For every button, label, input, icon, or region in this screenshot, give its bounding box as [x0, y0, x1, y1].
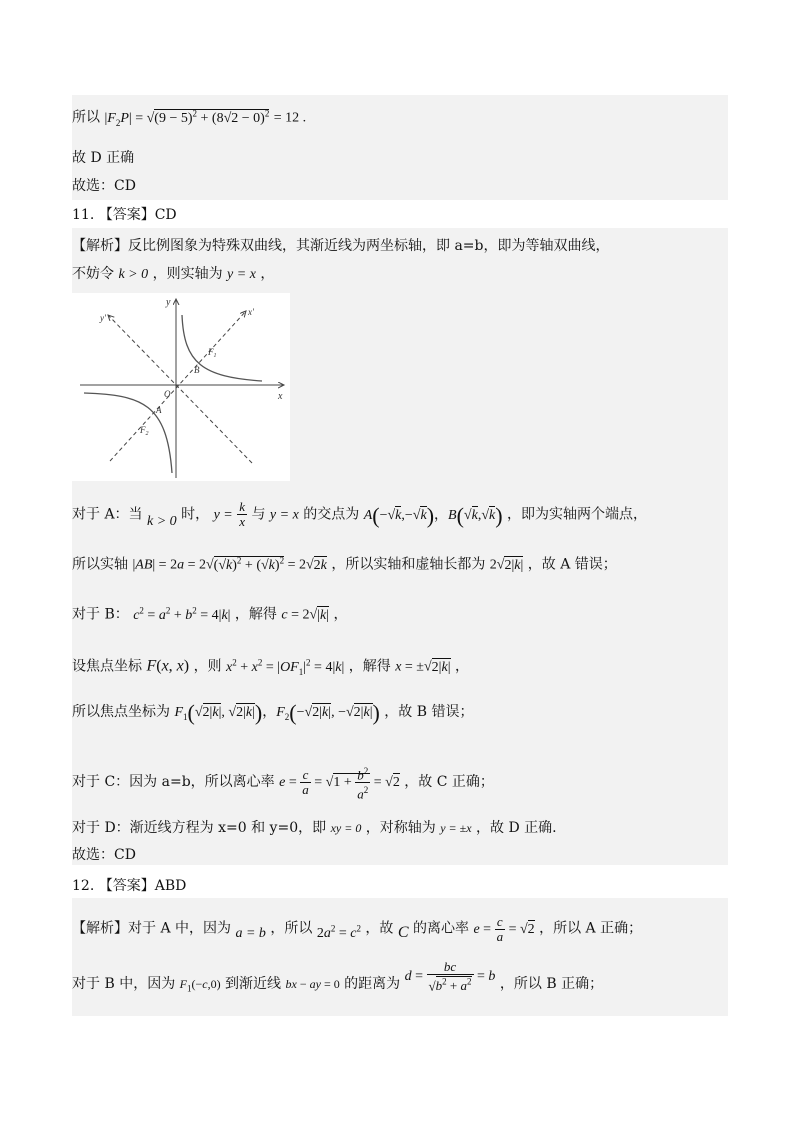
text: ，故 C 正确； [404, 774, 494, 791]
line-option-a [72, 500, 647, 529]
formula-eccentricity: e = $\frac{c}{a}$ = √1 + $\frac{b^2}{a^2}$ = √2 [279, 766, 400, 802]
text: 对于 A：当 [72, 506, 143, 523]
fraction-k-over-x: $\frac{k}{x}$ [239, 499, 245, 529]
text: 所以焦点坐标为 [72, 704, 170, 720]
text: ，解得 [348, 658, 391, 675]
text: 对于 B： [72, 606, 129, 623]
point-b-label: B [194, 365, 200, 375]
text: ，故 [365, 920, 394, 937]
formula-k-positive: k > 0 [118, 267, 149, 282]
origin-label: O [164, 389, 171, 399]
text: ，故 D 正确. [476, 820, 557, 836]
formula-ab-length: $|AB| = 2a = 2√(√k)^2 + (√k)^2 = 2√2k$ [132, 555, 327, 573]
question-12-answer: 12. 【答案】ABD [72, 878, 187, 894]
text-prefix: 所以 [72, 109, 100, 126]
text: ，对称轴为 [365, 820, 436, 836]
text: 对于 C：因为 a=b，所以离心率 [72, 774, 275, 791]
line-d-correct: 故 D 正确 [72, 150, 135, 166]
curve-c: C [397, 923, 409, 941]
line-option-c [72, 764, 494, 802]
y-prime-axis [108, 315, 252, 463]
text: 的距离为 [344, 975, 401, 992]
formula-f2p: $|F_2P| = √(9 - 5)^2 + (8√2 - 0)^2$ [104, 108, 270, 128]
line-choose-cd-2: 故选：CD [72, 847, 136, 863]
line-let-k [72, 264, 274, 285]
text: 不妨令 [72, 266, 114, 282]
formula-c-squared: $c^2 = a^2 + b^2 = 4|k|$ [133, 605, 231, 623]
text: 对于 D：渐近线方程为 x=0 和 y=0，即 [72, 820, 327, 836]
y-prime-label: y' [100, 313, 106, 323]
text: ，即为实轴两个端点， [507, 506, 648, 523]
formula-foci: $F_1(√2|k|$, √2|k|)，$F_2(-√2|k|$, −√2|k|) [174, 699, 380, 725]
text: 【解析】对于 A 中，因为 [72, 920, 232, 937]
text: 设焦点坐标 [72, 658, 142, 675]
formula-y-pm-x: y = ±x [440, 821, 472, 835]
y-axis-label: y [166, 297, 171, 308]
formula-e-sqrt2: e = $\frac{c}{a}$ = √2 [473, 913, 535, 944]
text: ，解得 [234, 606, 277, 623]
point-a-label: A [156, 405, 162, 415]
formula-c-value: c = 2√|k| [281, 607, 330, 623]
formula-asymptote: bx − ay = 0 [285, 976, 340, 991]
line-choose-cd-1: 故选：CD [72, 178, 136, 194]
formula-distance: d = $\frac{bc}{√b^2 + a^2}$ = b [404, 959, 496, 994]
formula-x-value: x = ±√2|k| [395, 659, 451, 675]
formula-a-eq-b: a = b [235, 925, 266, 941]
text: ，故 A 错误； [527, 556, 617, 573]
text: ，所以实轴和虚轴长都为 [331, 556, 486, 573]
text-suffix: = 12 . [273, 110, 307, 126]
text: ，所以 B 正确； [499, 975, 604, 992]
line-focus-coordinates [72, 652, 469, 681]
text: ， [333, 606, 348, 623]
formula-y-eq-x-2: y = x [269, 507, 299, 523]
question-11-answer: 11. 【答案】CD [72, 207, 177, 223]
x-axis-label: x [278, 391, 283, 402]
text: 的交点为 [303, 506, 360, 523]
x-prime-axis [110, 311, 246, 461]
text: 与 [251, 506, 266, 523]
formula-xy-zero: xy = 0 [330, 821, 362, 835]
line-focus-result [72, 699, 474, 727]
text: ，则实轴为 [152, 266, 223, 282]
formula-focus-f: F(x, x) [146, 657, 190, 675]
question-11-analysis: 【解析】反比例图象为特殊双曲线，其渐近线为两坐标轴，即 a=b，即为等轴双曲线， [72, 238, 610, 254]
line-12-option-b [72, 959, 604, 1001]
text: 的离心率 [412, 920, 469, 937]
text: 时， [181, 506, 210, 523]
text: ，则 [193, 658, 222, 675]
x-prime-label: x' [248, 307, 254, 317]
line-12-option-a [72, 914, 642, 944]
text: 对于 B 中，因为 [72, 975, 176, 992]
formula-axis-length: 2√2|k| [489, 557, 524, 573]
formula-k-positive-2: k > 0 [147, 513, 177, 529]
formula-of1: $x^2 + x^2 = |OF_1|^2 = 4|k|$ [226, 657, 345, 677]
hyperbola-figure [72, 293, 290, 481]
line-f2p-distance [72, 103, 306, 132]
text: ，所以 [270, 920, 313, 937]
text: ，故 B 错误； [384, 704, 474, 720]
formula-2a2-c2: $2a^2 = c^2$ [316, 923, 361, 941]
text: ， [260, 266, 275, 282]
line-option-b [72, 600, 347, 626]
line-real-axis-length [72, 550, 617, 576]
text: ，所以 A 正确； [539, 920, 643, 937]
hyperbola-diagram [72, 293, 290, 481]
formula-point-a: A(−√k,−√k)，B(√k,√k) [363, 502, 503, 528]
line-option-d [72, 818, 557, 838]
formula-f1-point: $F_1(-c,0)$ [179, 976, 221, 994]
focus-f2-label: $F_2$ [140, 425, 149, 437]
text: 到渐近线 [225, 975, 282, 992]
formula-y-eq-x: y = x [227, 267, 256, 282]
formula-y-k-over-x: y = [213, 507, 233, 523]
focus-f1-label: $F_1$ [208, 347, 217, 359]
text: ， [454, 658, 469, 675]
text: 所以实轴 [72, 556, 128, 573]
